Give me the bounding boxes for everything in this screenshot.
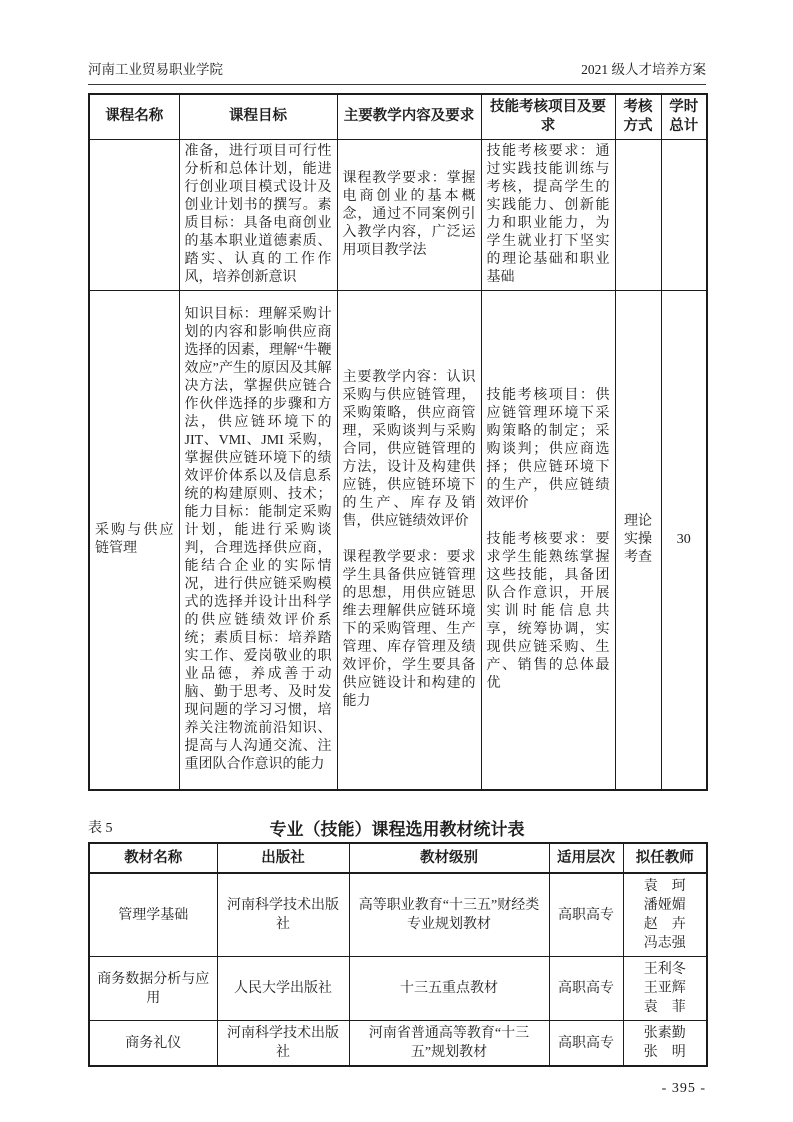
cell-target: 高职高专 bbox=[549, 957, 623, 1021]
cell-level: 高等职业教育“十三五”财经类专业规划教材 bbox=[349, 873, 549, 957]
content-paragraph: 课程教学要求：掌握电商创业的基本概念，通过不同案例引入教学内容，广泛运用项目教学法 bbox=[342, 170, 476, 258]
assessment-paragraph: 技能考核要求：通过实践技能训练与考核，提高学生的实践能力、创新能力和职业能力，为学生就业打下坚实的理论基础和职业基础 bbox=[486, 143, 610, 285]
cell-publisher: 河南科学技术出版社 bbox=[217, 873, 349, 957]
table5-label: 表 5 bbox=[88, 821, 113, 836]
cell-method bbox=[615, 139, 661, 290]
cell-assessment bbox=[481, 290, 615, 790]
cell-objectives: 准备，进行项目可行性分析和总体计划，能进行创业项目模式设计及创业计划书的撰写。素质目标：具备电商创业的基本职业道德素质、踏实、认真的工作作风，培养创新意识 bbox=[179, 139, 337, 290]
cell-course-name: 采购与供应链管理 bbox=[89, 290, 179, 790]
cell-content bbox=[337, 139, 481, 290]
table-row-textbook bbox=[89, 1021, 707, 1067]
cell-objectives: 知识目标：理解采购计划的内容和影响供应商选择的因素，理解“牛鞭效应”产生的原因及其解决方法，掌握供应链合作伙伴选择的步骤和方法，供应链环境下的 JIT、VMI、JMI 采购，掌握供应链环境下的绩效评价体系以及信息系统的构建原则、技术；能力目标：能制定采购计划，能进行采购谈判，合理选择供应商，能结合企业的实际情况，进行供应链采购模式的选择并设计出科学的供应链绩效评价系统；素质目标：培养踏实工作、爱岗敬业的职业品德，养成善于动脑、勤于思考、及时发现问题的学习习惯，培养关注物流前沿知识、提高与人沟通交流、注重团队合作意识的能力 bbox=[179, 290, 337, 790]
cell-teachers bbox=[623, 1021, 707, 1067]
course-table-header bbox=[89, 94, 707, 139]
cell-target: 高职高专 bbox=[549, 873, 623, 957]
table-row-course-procurement bbox=[89, 290, 707, 790]
cell-level: 十三五重点教材 bbox=[349, 957, 549, 1021]
col-header-level: 教材级别 bbox=[349, 843, 549, 873]
cell-textbook-name: 商务数据分析与应用 bbox=[89, 957, 217, 1021]
cell-textbook-name: 商务礼仪 bbox=[89, 1021, 217, 1067]
page-number: - 395 - bbox=[661, 1081, 706, 1096]
cell-content bbox=[337, 290, 481, 790]
cell-method: 理论实操考查 bbox=[615, 290, 661, 790]
cell-teachers bbox=[623, 873, 707, 957]
col-header-teachers: 拟任教师 bbox=[623, 843, 707, 873]
teacher-name: 王利冬 bbox=[643, 962, 686, 977]
header-plan-title: 2021 级人才培养方案 bbox=[581, 62, 706, 77]
assessment-paragraph: 技能考核要求：要求学生能熟练掌握这些技能，具备团队合作意识，开展实训时能信息共享，统筹协调，实现供应链采购、生产、销售的总体最优 bbox=[486, 531, 610, 691]
cell-publisher: 人民大学出版社 bbox=[217, 957, 349, 1021]
cell-teachers bbox=[623, 957, 707, 1021]
header-school-name: 河南工业贸易职业学院 bbox=[88, 62, 223, 77]
col-header-method: 考核方式 bbox=[615, 94, 661, 139]
col-header-hours: 学时总计 bbox=[661, 94, 707, 139]
content-paragraph: 课程教学要求：要求学生具备供应链管理的思想，用供应链思维去理解供应链环境下的采购管理、生产管理、库存管理及绩效评价，学生要具备供应链设计和构建的能力 bbox=[342, 549, 476, 709]
assessment-paragraph: 技能考核项目：供应链管理环境下采购策略的制定；采购谈判；供应商选择；供应链环境下的生产，供应链绩效评价 bbox=[486, 387, 610, 511]
teacher-name: 张素勤 bbox=[643, 1026, 686, 1041]
col-header-objectives: 课程目标 bbox=[179, 94, 337, 139]
col-header-publisher: 出版社 bbox=[217, 843, 349, 873]
cell-hours: 30 bbox=[661, 290, 707, 790]
content-paragraph: 主要教学内容：认识采购与供应链管理，采购策略，供应商管理，采购谈判与采购合同，供应链管理的方法，设计及构建供应链，供应链环境下的生产、库存及销售，供应链绩效评价 bbox=[342, 369, 476, 529]
course-table-header-row bbox=[89, 94, 707, 139]
table5-title: 专业（技能）课程选用教材统计表 bbox=[269, 820, 525, 839]
col-header-content: 主要教学内容及要求 bbox=[337, 94, 481, 139]
textbook-table-header-row bbox=[89, 843, 707, 873]
course-table-body bbox=[89, 139, 707, 790]
textbook-table bbox=[88, 842, 708, 1067]
col-header-course-name: 课程名称 bbox=[89, 94, 179, 139]
teacher-name: 冯志强 bbox=[643, 936, 686, 951]
teacher-name: 袁 菲 bbox=[643, 1000, 686, 1015]
col-header-assessment: 技能考核项目及要求 bbox=[481, 94, 615, 139]
teacher-name: 潘娅媚 bbox=[643, 898, 686, 913]
cell-publisher: 河南科学技术出版社 bbox=[217, 1021, 349, 1067]
cell-assessment bbox=[481, 139, 615, 290]
cell-target: 高职高专 bbox=[549, 1021, 623, 1067]
teacher-name: 王亚辉 bbox=[643, 981, 686, 996]
col-header-textbook-name: 教材名称 bbox=[89, 843, 217, 873]
teacher-name: 赵 卉 bbox=[643, 917, 686, 932]
teacher-name: 张 明 bbox=[643, 1045, 686, 1060]
table-row-textbook bbox=[89, 873, 707, 957]
col-header-target: 适用层次 bbox=[549, 843, 623, 873]
cell-textbook-name: 管理学基础 bbox=[89, 873, 217, 957]
textbook-table-header bbox=[89, 843, 707, 873]
page-header bbox=[88, 58, 706, 85]
course-table bbox=[88, 93, 708, 791]
table5-caption-row bbox=[88, 815, 706, 837]
table-row-course-continued bbox=[89, 139, 707, 290]
table-row-textbook bbox=[89, 957, 707, 1021]
textbook-table-body bbox=[89, 873, 707, 1066]
cell-level: 河南省普通高等教育“十三五”规划教材 bbox=[349, 1021, 549, 1067]
cell-course-name bbox=[89, 139, 179, 290]
teacher-name: 袁 珂 bbox=[643, 879, 686, 894]
cell-hours bbox=[661, 139, 707, 290]
